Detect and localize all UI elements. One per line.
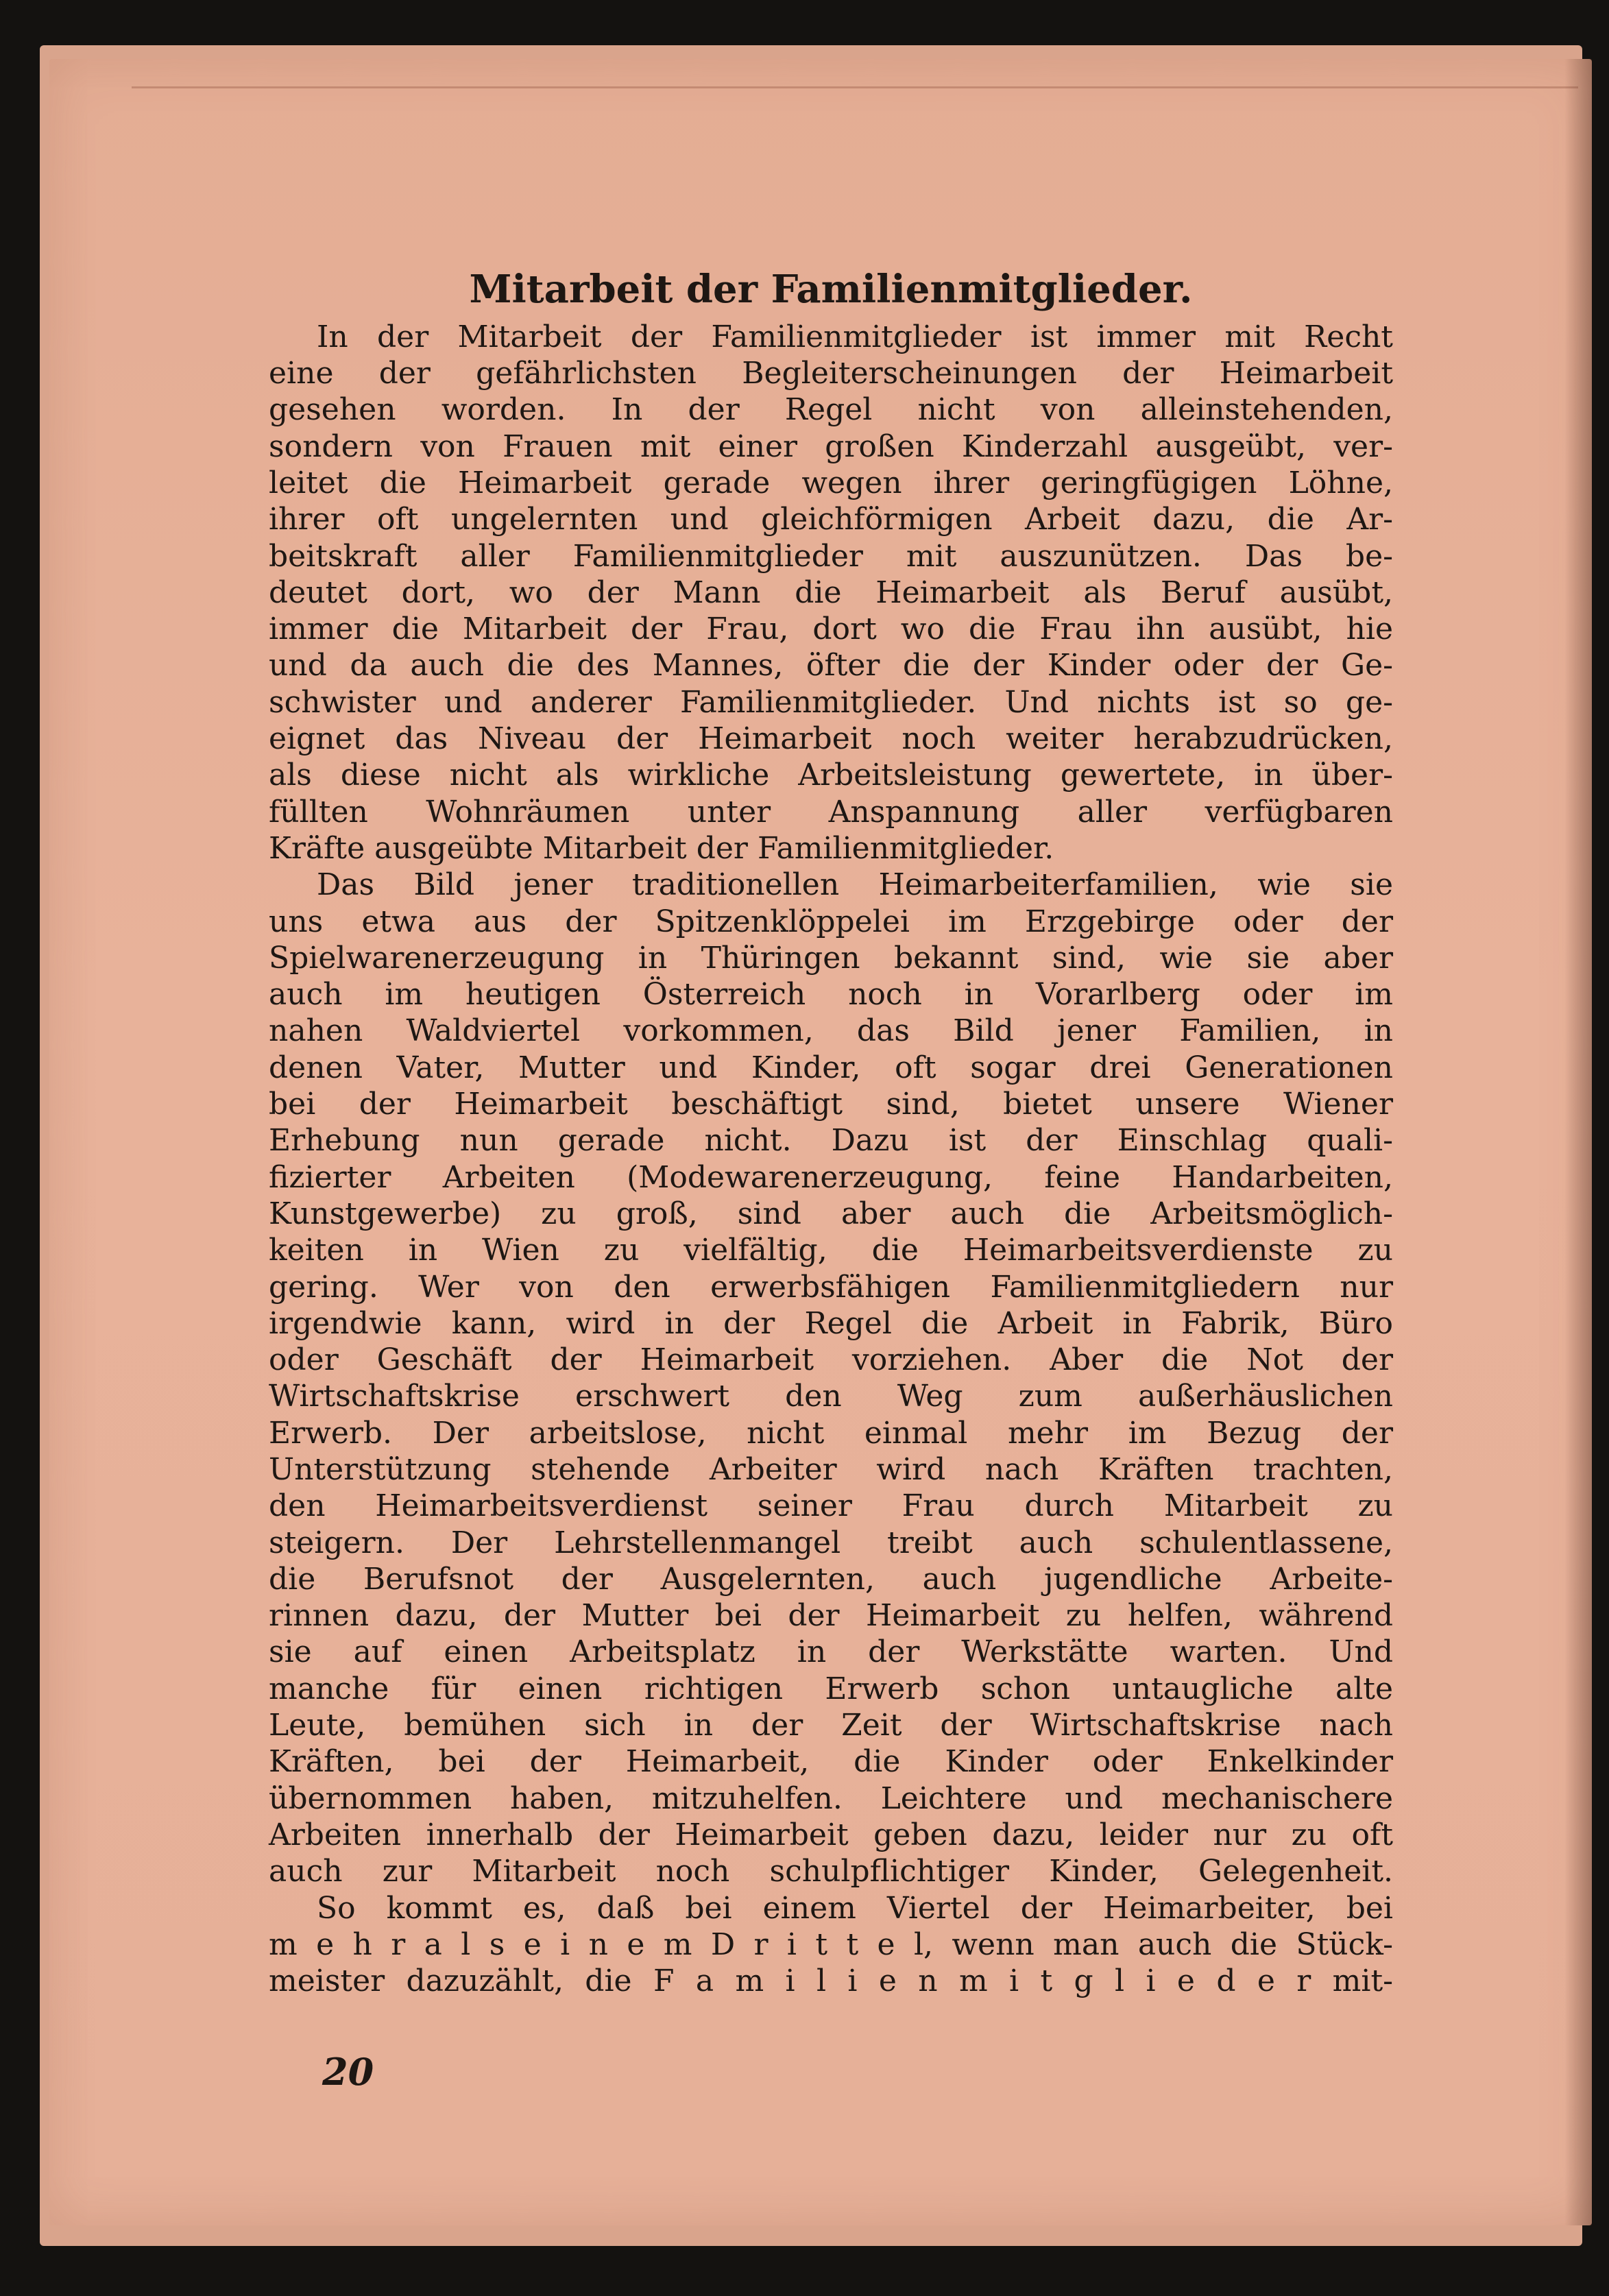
text-line: sondern von Frauen mit einer großen Kinderzahl ausgeübt, ver- [269,428,1393,464]
text-line: sie auf einen Arbeitsplatz in der Werkstätte warten. Und [269,1634,1393,1670]
text-line: und da auch die des Mannes, öfter die der Kinder oder der Ge- [269,648,1393,684]
section-heading: Mitarbeit der Familienmitglieder. [469,267,1193,312]
text-line: fizierter Arbeiten (Modewarenerzeugung, feine Handarbeiten, [269,1159,1393,1195]
text-line: uns etwa aus der Spitzenklöppelei im Erzgebirge oder der [269,904,1393,939]
text-line: schwister und anderer Familienmitglieder. Und nichts ist so ge- [269,684,1393,720]
text-line: auch im heutigen Österreich noch in Vorarlberg oder im [269,977,1393,1013]
text-block [269,204,1393,1999]
text-line: Kunstgewerbe) zu groß, sind aber auch die Arbeitsmöglich- [269,1196,1393,1231]
book-spine-shadow [1564,59,1592,2225]
page-number: 20 [322,2050,374,2094]
text-line: bei der Heimarbeit beschäftigt sind, bietet unsere Wiener [269,1087,1393,1122]
text-line: Unterstützung stehende Arbeiter wird nach Kräften trachten, [269,1452,1393,1487]
text-line: steigern. Der Lehrstellenmangel treibt auch schulentlassene, [269,1525,1393,1560]
text-line: füllten Wohnräumen unter Anspannung aller verfügbaren [269,794,1393,830]
text-line: nahen Waldviertel vorkommen, das Bild jener Familien, in [269,1013,1393,1049]
text-line: So kommt es, daß bei einem Viertel der Heimarbeiter, bei [317,1890,1393,1926]
text-line: manche für einen richtigen Erwerb schon untaugliche alte [269,1671,1393,1706]
text-line: meister dazuzählt, die F a m i l i e n m i t g l i e d e r mit- [269,1963,1393,1999]
text-line: denen Vater, Mutter und Kinder, oft sogar drei Generationen [269,1050,1393,1085]
text-line: als diese nicht als wirkliche Arbeitsleistung gewertete, in über- [269,758,1393,793]
text-line: leitet die Heimarbeit gerade wegen ihrer geringfügigen Löhne, [269,465,1393,500]
text-line: gering. Wer von den erwerbsfähigen Familienmitgliedern nur [269,1269,1393,1305]
text-line: deutet dort, wo der Mann die Heimarbeit als Beruf ausübt, [269,575,1393,610]
text-line: Erwerb. Der arbeitslose, nicht einmal mehr im Bezug der [269,1415,1393,1451]
text-line: immer die Mitarbeit der Frau, dort wo die Frau ihn ausübt, hie [269,612,1393,647]
text-line: gesehen worden. In der Regel nicht von alleinstehenden, [269,392,1393,428]
text-line: Kräften, bei der Heimarbeit, die Kinder oder Enkelkinder [269,1744,1393,1780]
text-line: den Heimarbeitsverdienst seiner Frau durch Mitarbeit zu [269,1488,1393,1524]
text-line: die Berufsnot der Ausgelernten, auch jugendliche Arbeite- [269,1561,1393,1597]
text-line: übernommen haben, mitzuhelfen. Leichtere und mechanischere [269,1780,1393,1816]
text-line: oder Geschäft der Heimarbeit vorziehen. Aber die Not der [269,1342,1393,1378]
text-line: Arbeiten innerhalb der Heimarbeit geben dazu, leider nur zu oft [269,1817,1393,1852]
text-line: In der Mitarbeit der Familienmitglieder ist immer mit Recht [317,319,1393,354]
text-line: Wirtschaftskrise erschwert den Weg zum außerhäuslichen [269,1379,1393,1414]
text-line: Leute, bemühen sich in der Zeit der Wirtschaftskrise nach [269,1708,1393,1743]
text-line: Spielwarenerzeugung in Thüringen bekannt sind, wie sie aber [269,940,1393,976]
text-line: rinnen dazu, der Mutter bei der Heimarbeit zu helfen, während [269,1598,1393,1634]
text-line: Kräfte ausgeübte Mitarbeit der Familienmitglieder. [269,830,1054,866]
text-line: Erhebung nun gerade nicht. Dazu ist der Einschlag quali- [269,1123,1393,1159]
page-top-edge [132,86,1578,88]
text-line: m e h r a l s e i n e m D r i t t e l, wenn man auch die Stück- [269,1926,1393,1962]
text-line: keiten in Wien zu vielfältig, die Heimarbeitsverdienste zu [269,1233,1393,1268]
text-line: ihrer oft ungelernten und gleichförmigen Arbeit dazu, die Ar- [269,502,1393,537]
text-line: auch zur Mitarbeit noch schulpflichtiger Kinder, Gelegenheit. [269,1854,1393,1889]
text-line: eignet das Niveau der Heimarbeit noch weiter herabzudrücken, [269,721,1393,757]
text-line: beitskraft aller Familienmitglieder mit auszunützen. Das be- [269,538,1393,574]
text-line: irgendwie kann, wird in der Regel die Arbeit in Fabrik, Büro [269,1305,1393,1341]
text-line: eine der gefährlichsten Begleiterscheinungen der Heimarbeit [269,356,1393,391]
text-line: Das Bild jener traditionellen Heimarbeiterfamilien, wie sie [317,867,1393,903]
